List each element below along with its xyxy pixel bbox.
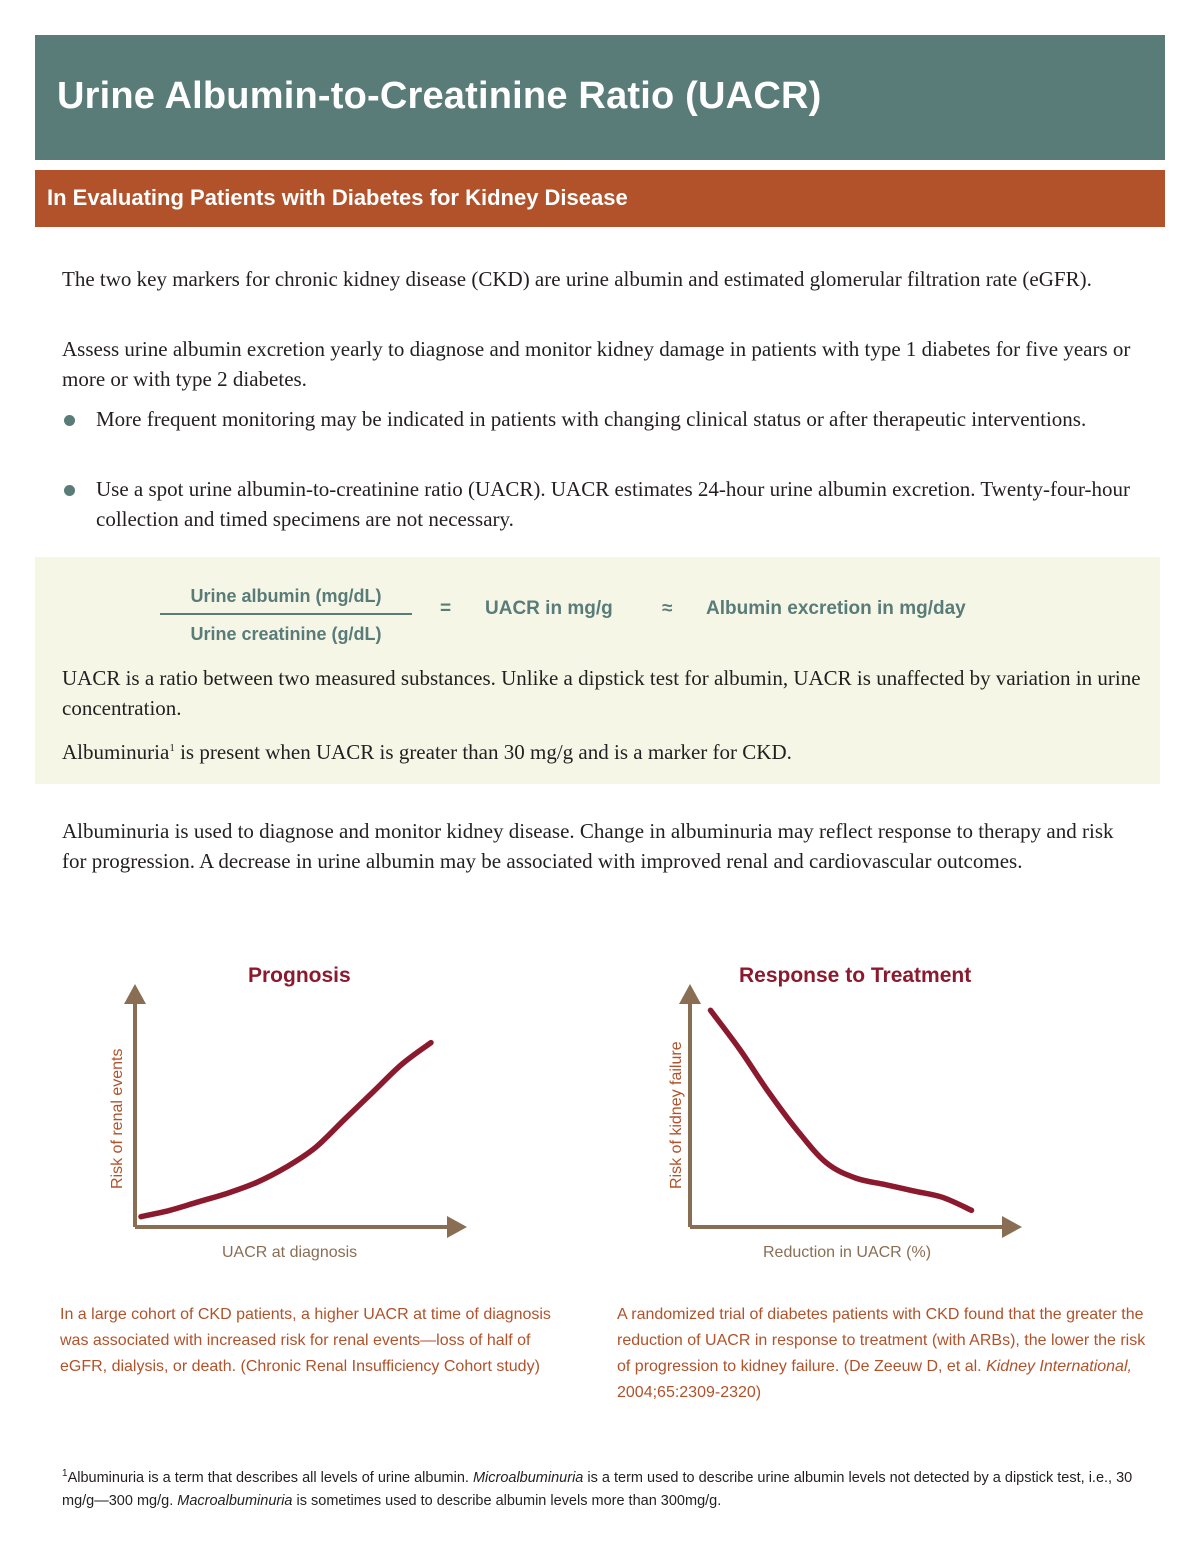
subtitle-banner [35,170,1165,227]
bullet-text: More frequent monitoring may be indicated in patients with changing clinical status or after therapeutic interventions. [96,407,1087,431]
fraction-bar [160,613,412,615]
formula-paragraph-1: UACR is a ratio between two measured substances. Unlike a dipstick test for albumin, UACR is unaffected by variation in urine concentration. [62,666,1141,720]
x-axis-arrow-icon [1002,1216,1022,1238]
chart-title-response: Response to Treatment [739,964,972,987]
formula-denominator: Urine creatinine (g/dL) [190,624,382,644]
bullet-text: Use a spot urine albumin-to-creatinine ratio (UACR). UACR estimates 24-hour urine albumin excretion. Twenty-four-hour collection and timed specimens are not necessary. [96,477,1131,531]
formula-result: UACR in mg/g [485,598,613,619]
prognosis-chart [100,980,480,1240]
formula-equivalent: Albumin excretion in mg/day [706,598,966,619]
series-line [711,1010,972,1210]
caption-prognosis: In a large cohort of CKD patients, a higher UACR at time of diagnosis was associated with increased risk for renal events—loss of half of eGFR, dialysis, or death. (Chronic Renal Insufficiency Cohort study) [60,1306,551,1375]
formula-fraction [160,583,412,647]
title-banner [35,35,1165,160]
y-axis-arrow-icon [679,984,701,1004]
formula-approx: ≈ [662,598,673,619]
page-subtitle: In Evaluating Patients with Diabetes for Kidney Disease [47,185,628,210]
page-title: Urine Albumin-to-Creatinine Ratio (UACR) [57,75,822,117]
bullet-dot-icon [64,485,75,496]
series-line [141,1043,431,1217]
y-axis-arrow-icon [124,984,146,1004]
chart-title-prognosis: Prognosis [248,964,351,987]
formula-paragraph-2: Albuminuria$^1$ is present when UACR is greater than 30 mg/g and is a marker for CKD. [62,740,792,764]
intro-paragraph-1: The two key markers for chronic kidney disease (CKD) are urine albumin and estimated glomerular filtration rate (eGFR). [62,267,1092,291]
chart-xlabel-prognosis: UACR at diagnosis [222,1244,358,1261]
formula-numerator: Urine albumin (mg/dL) [190,586,382,606]
body-paragraph: Albuminuria is used to diagnose and monitor kidney disease. Change in albuminuria may reflect response to therapy and risk for progression. A decrease in urine albumin may be associated with improved renal and cardiovascular outcomes. [62,819,1114,873]
chart-ylabel-response: Risk of kidney failure [668,1041,685,1189]
footnote: $^1$Albuminuria is a term that describes all levels of urine albumin. Microalbuminuria is a term used to describe urine albumin levels not detected by a dipstick test, i.e., 30 mg/g—300 mg/g. Macroalbuminuria is sometimes used to describe albumin levels more than 300mg/g. [62,1468,1133,1509]
response-chart [655,980,1035,1240]
bullet-dot-icon [64,415,75,426]
intro-paragraph-2: Assess urine albumin excretion yearly to diagnose and monitor kidney damage in patients with type 1 diabetes for five years or more or with type 2 diabetes. [62,337,1131,391]
chart-xlabel-response: Reduction in UACR (%) [763,1244,932,1261]
chart-ylabel-prognosis: Risk of renal events [109,1048,126,1189]
formula-equals: = [440,598,452,619]
x-axis-arrow-icon [447,1216,467,1238]
caption-response: A randomized trial of diabetes patients with CKD found that the greater the reduction of UACR in response to treatment (with ARBs), the lower the risk of progression to kidney failure. (De Zeeuw D, et al. Kidney International, 2004;65:2309-2320) [617,1306,1146,1401]
